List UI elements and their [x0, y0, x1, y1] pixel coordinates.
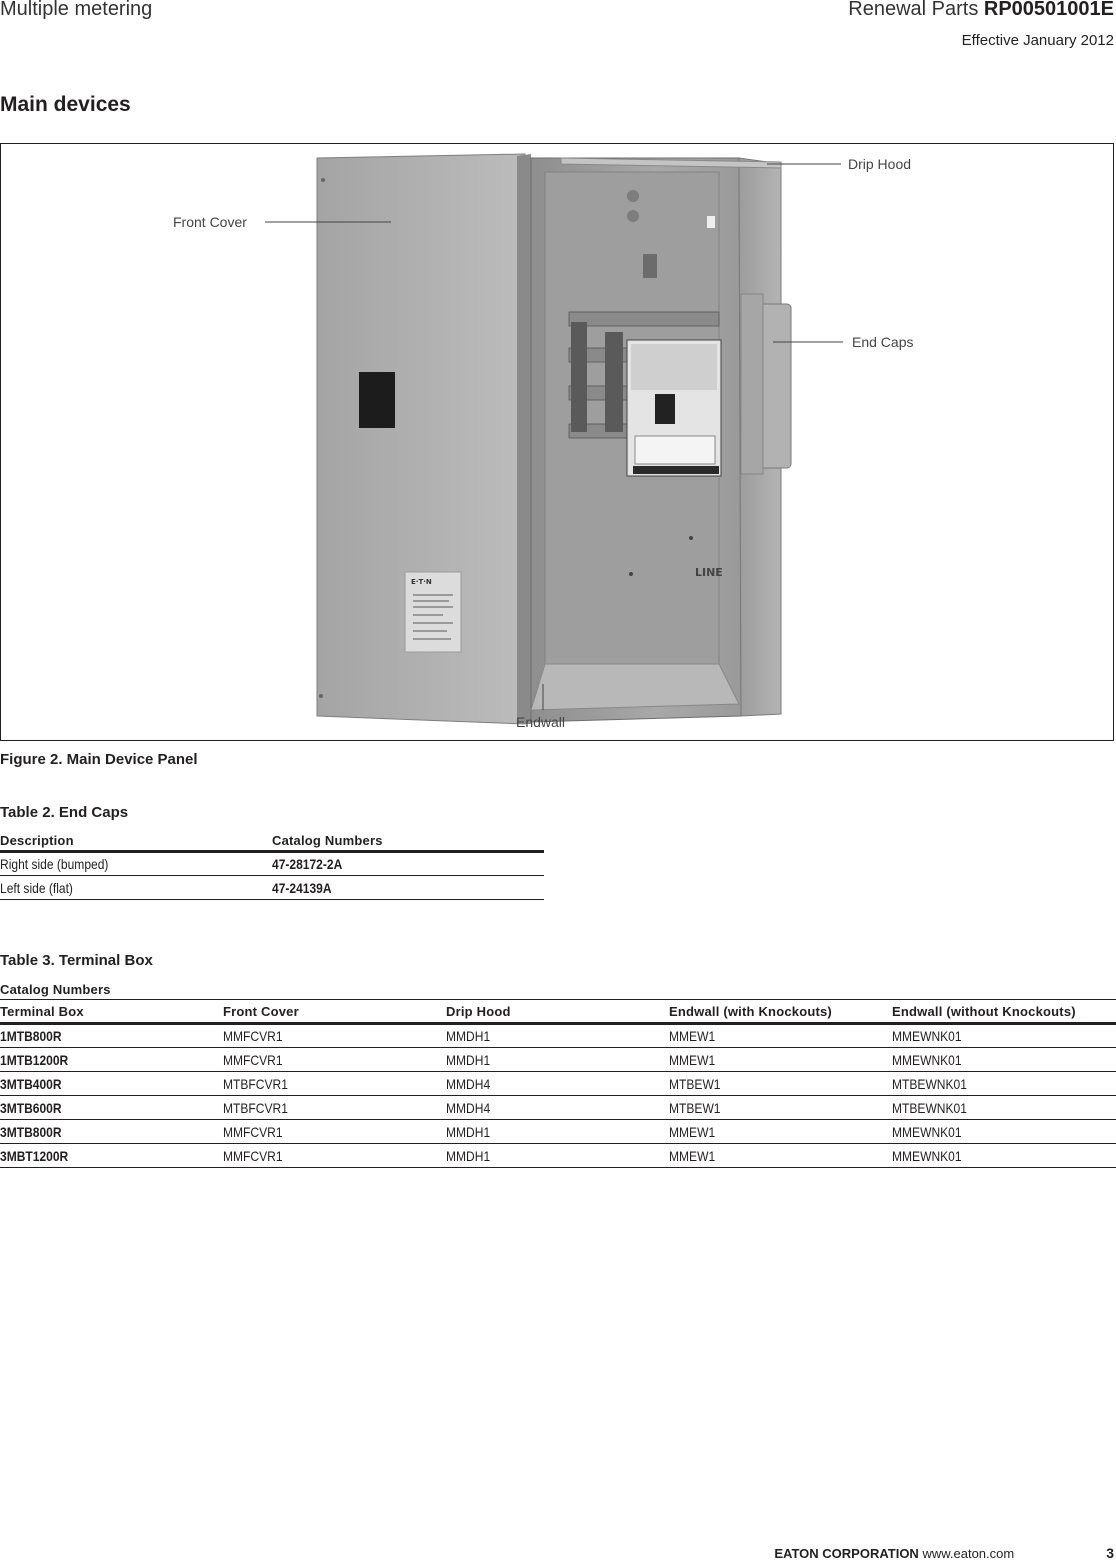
page-title: Main devices — [0, 93, 131, 116]
table-row — [0, 1096, 1116, 1120]
table-cell: MMEW1 — [669, 1028, 716, 1044]
table-cell: MTBFCVR1 — [223, 1075, 288, 1092]
table-cell: 3MTB800R — [0, 1123, 62, 1140]
terminal-box-table — [0, 980, 1116, 1168]
enclosure — [531, 158, 791, 722]
table-group-header: Catalog Numbers — [0, 982, 111, 997]
end-caps-table — [0, 831, 544, 900]
table-header: Front Cover — [223, 1003, 299, 1019]
table-cell: MMFCVR1 — [223, 1123, 283, 1140]
table-cell: MTBEW1 — [669, 1075, 721, 1092]
table-header: Catalog Numbers — [272, 833, 383, 848]
table-cell: Left side (flat) — [0, 879, 73, 896]
table-cell: MMEWNK01 — [892, 1028, 962, 1044]
endwall-callout: Endwall — [516, 714, 566, 730]
table-cell: MMEW1 — [669, 1051, 716, 1068]
drip-hood-callout: Drip Hood — [848, 156, 912, 172]
table-cell: MMFCVR1 — [223, 1147, 283, 1164]
table-row — [0, 1120, 1116, 1144]
table-cell: 1MTB800R — [0, 1028, 62, 1044]
door-window — [359, 372, 395, 428]
line-label: LINE — [695, 566, 723, 579]
table-cell: MTBFCVR1 — [223, 1099, 288, 1116]
front-cover-callout: Front Cover — [173, 214, 247, 230]
table-cell: MMEWNK01 — [892, 1051, 962, 1068]
table-cell: MMEW1 — [669, 1147, 716, 1164]
figure-caption: Figure 2. Main Device Panel — [0, 751, 198, 768]
table-row — [0, 1048, 1116, 1072]
document-number — [848, 0, 1114, 21]
table2-title: Table 2. End Caps — [0, 804, 129, 821]
table-cell: 3MTB600R — [0, 1099, 62, 1116]
front-cover-door — [317, 154, 531, 724]
table-cell: MMFCVR1 — [223, 1051, 283, 1068]
table-cell: MMDH1 — [446, 1147, 491, 1164]
table-cell: MMEW1 — [669, 1123, 716, 1140]
table-cell: 1MTB1200R — [0, 1051, 69, 1068]
table-cell: 47-24139A — [272, 879, 332, 896]
table-cell: MMEWNK01 — [892, 1147, 962, 1164]
table3-title: Table 3. Terminal Box — [0, 952, 153, 969]
table-row — [0, 1144, 1116, 1168]
table-header: Endwall (without Knockouts) — [892, 1003, 1076, 1019]
table-cell: 47-28172-2A — [272, 856, 343, 872]
table-cell: MMDH1 — [446, 1028, 491, 1044]
table-row — [0, 1024, 1116, 1048]
table-cell: MMFCVR1 — [223, 1028, 283, 1044]
table-row — [0, 852, 544, 876]
table-cell: MMEWNK01 — [892, 1123, 962, 1140]
door-logo: E·T·N — [411, 578, 432, 586]
table-cell: MMDH1 — [446, 1051, 491, 1068]
end-cap — [759, 304, 791, 468]
table-cell: MTBEWNK01 — [892, 1099, 967, 1116]
table-header: Description — [0, 833, 74, 848]
table-header: Endwall (with Knockouts) — [669, 1003, 832, 1019]
table-cell: 3MTB400R — [0, 1075, 62, 1092]
table-header: Terminal Box — [0, 1003, 84, 1019]
table-cell: MTBEW1 — [669, 1099, 721, 1116]
doc-prefix: Renewal Parts — [848, 0, 984, 20]
panel-illustration — [1, 144, 1113, 740]
footer-website[interactable]: www.eaton.com — [918, 1546, 1015, 1561]
effective-date: Effective January 2012 — [961, 32, 1114, 49]
page-footer — [774, 1545, 1114, 1561]
page-number: 3 — [1106, 1545, 1114, 1561]
table-cell: MMDH4 — [446, 1099, 491, 1116]
figure-main-device-panel — [0, 143, 1114, 741]
end-caps-callout: End Caps — [852, 334, 914, 350]
table-cell: MMDH4 — [446, 1075, 491, 1092]
section-name: Multiple metering — [0, 0, 153, 20]
table-row — [0, 876, 544, 900]
doc-number: RP00501001E — [983, 0, 1114, 20]
table-header: Drip Hood — [446, 1003, 511, 1019]
table-cell: 3MBT1200R — [0, 1147, 69, 1164]
table-cell: MTBEWNK01 — [892, 1075, 967, 1092]
table-cell: Right side (bumped) — [0, 856, 109, 872]
table-row — [0, 1072, 1116, 1096]
table-cell: MMDH1 — [446, 1123, 491, 1140]
footer-company: EATON CORPORATION — [774, 1546, 919, 1561]
